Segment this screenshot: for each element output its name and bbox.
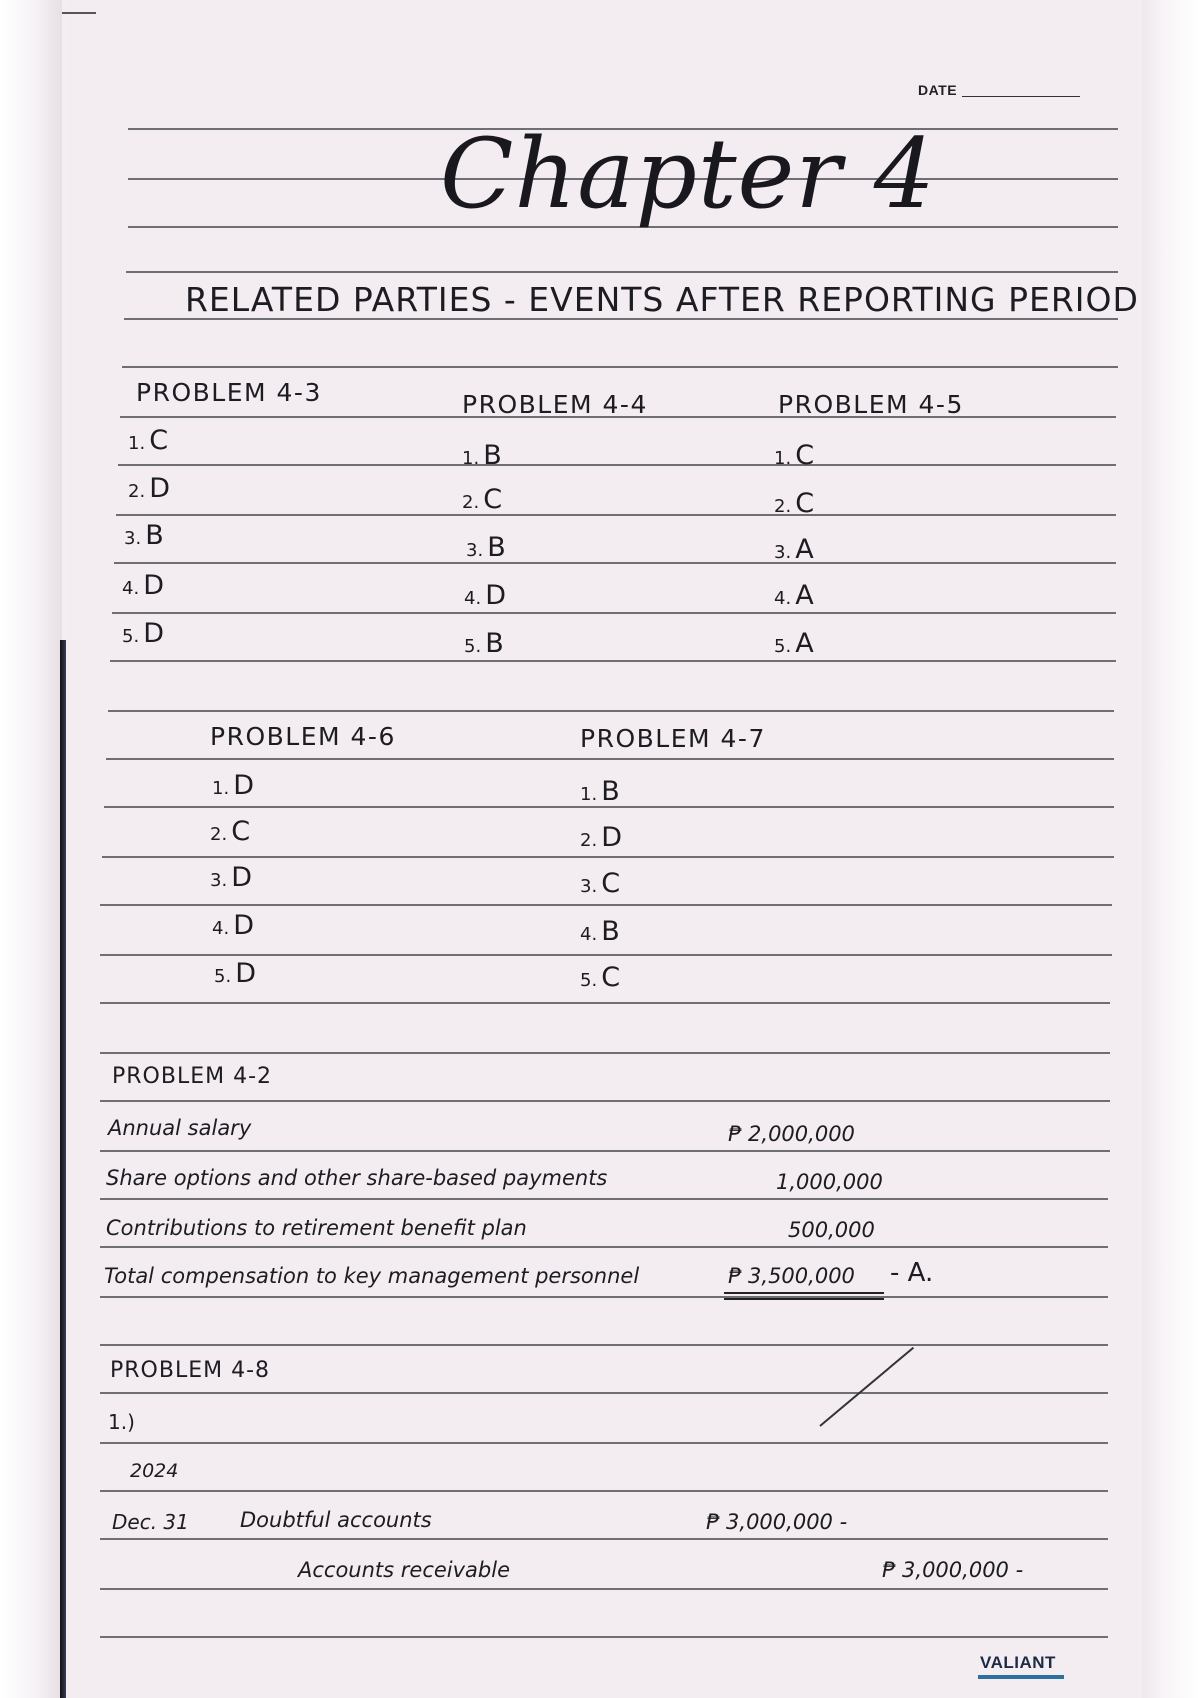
problem-title: PROBLEM 4-6 — [210, 722, 396, 751]
ruled-line — [100, 1490, 1108, 1492]
ruled-line — [100, 904, 1112, 906]
ruled-line — [122, 366, 1118, 368]
debit-amount: ₱ 3,000,000 - — [706, 1510, 848, 1534]
answer-item: 1. B — [462, 440, 502, 471]
answer-item: 1. C — [128, 425, 169, 456]
ruled-line — [112, 612, 1116, 614]
salary-amount: ₱ 2,000,000 — [728, 1122, 855, 1146]
problem-title: PROBLEM 4-3 — [136, 378, 322, 407]
ruled-line — [100, 1052, 1110, 1054]
ruled-line — [100, 1588, 1108, 1590]
answer-item: 3. C — [580, 868, 621, 899]
problem-title: PROBLEM 4-2 — [112, 1064, 273, 1089]
ruled-line — [100, 1344, 1108, 1346]
corner-mark — [62, 12, 96, 14]
answer-item: 4. D — [464, 580, 506, 611]
credit-account: Accounts receivable — [298, 1558, 511, 1582]
share-options-label: Share options and other share-based payments — [106, 1166, 608, 1190]
ruled-line — [100, 1246, 1108, 1248]
debit-account: Doubtful accounts — [240, 1508, 432, 1532]
ruled-line — [100, 1538, 1108, 1540]
share-options-amount: 1,000,000 — [776, 1170, 883, 1194]
ruled-line — [126, 271, 1118, 273]
answer-item: 5. D — [122, 618, 164, 649]
answer-item: 2. C — [210, 816, 251, 847]
answer-item: 2. D — [128, 473, 170, 504]
brand-logo: VALIANT — [980, 1653, 1056, 1672]
ruled-line — [100, 1636, 1108, 1638]
answer-item: 1. D — [212, 770, 254, 801]
answer-item: 5. D — [214, 958, 256, 989]
answer-item: 5. A — [774, 628, 814, 659]
answer-item: 5. C — [580, 962, 621, 993]
page-right-edge — [1140, 0, 1200, 1698]
page-left-edge — [0, 0, 62, 1698]
ruled-line — [100, 1100, 1110, 1102]
ruled-line — [100, 1150, 1110, 1152]
credit-amount: ₱ 3,000,000 - — [882, 1558, 1024, 1582]
total-answer: - A. — [890, 1258, 934, 1288]
retirement-plan-label: Contributions to retirement benefit plan — [106, 1216, 527, 1240]
problem-title: PROBLEM 4-5 — [778, 390, 964, 419]
ruled-line — [110, 660, 1116, 662]
salary-label: Annual salary — [108, 1116, 252, 1140]
answer-item: 1. B — [580, 776, 620, 807]
journal-year: 2024 — [130, 1460, 179, 1482]
total-double-underline — [724, 1298, 884, 1300]
total-label: Total compensation to key management personnel — [104, 1264, 640, 1288]
total-underline — [724, 1292, 884, 1294]
retirement-plan-amount: 500,000 — [788, 1218, 875, 1242]
ruled-line — [100, 1442, 1108, 1444]
answer-item: 3. A — [774, 534, 814, 565]
problem-title: PROBLEM 4-7 — [580, 724, 766, 753]
answer-item: 4. D — [212, 910, 254, 941]
answer-item: 4. B — [580, 916, 620, 947]
answer-item: 3. B — [124, 520, 164, 551]
ruled-line — [102, 856, 1114, 858]
ruled-line — [100, 954, 1112, 956]
ruled-line — [100, 1296, 1108, 1298]
answer-item: 2. C — [462, 484, 503, 515]
part-number: 1.) — [108, 1410, 135, 1434]
answer-item: 4. D — [122, 570, 164, 601]
section-subtitle: RELATED PARTIES - EVENTS AFTER REPORTING PERIOD — [185, 280, 1139, 319]
ruled-line — [100, 1392, 1108, 1394]
answer-item: 2. D — [580, 822, 622, 853]
answer-item: 3. B — [466, 532, 506, 563]
ruled-line — [100, 1198, 1108, 1200]
chapter-title: Chapter 4 — [440, 118, 936, 230]
ruled-line — [106, 758, 1114, 760]
ruled-line — [100, 1002, 1110, 1004]
ruled-line — [114, 562, 1116, 564]
ruled-line — [118, 464, 1116, 466]
answer-item: 1. C — [774, 440, 815, 471]
ruled-line — [108, 710, 1114, 712]
journal-date: Dec. 31 — [112, 1510, 189, 1534]
answer-item: 4. A — [774, 580, 814, 611]
brand-underline — [978, 1675, 1064, 1679]
date-label: DATE — [918, 82, 958, 98]
problem-title: PROBLEM 4-8 — [110, 1358, 271, 1383]
answer-item: 5. B — [464, 628, 504, 659]
problem-title: PROBLEM 4-4 — [462, 390, 648, 419]
answer-item: 2. C — [774, 488, 815, 519]
answer-item: 3. D — [210, 862, 252, 893]
ruled-line — [116, 514, 1116, 516]
total-amount: ₱ 3,500,000 — [728, 1264, 855, 1288]
date-field-line — [962, 96, 1080, 97]
